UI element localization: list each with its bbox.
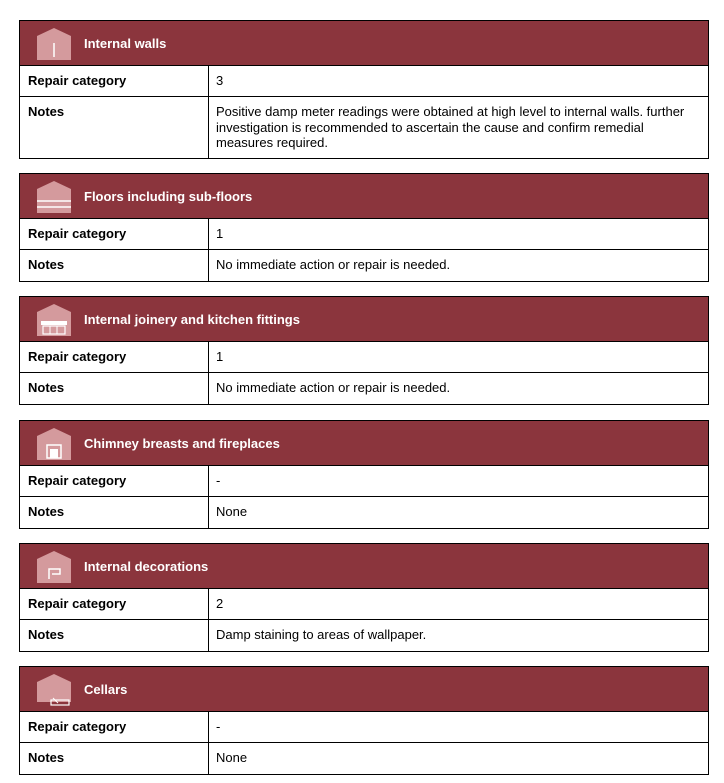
table-row (20, 620, 708, 651)
table-row (20, 219, 708, 250)
table-row (20, 743, 708, 774)
row-label: Notes (20, 373, 209, 404)
house-wall-icon (37, 26, 71, 60)
row-value: None (216, 750, 248, 765)
section-header (20, 174, 708, 219)
section-header (20, 297, 708, 342)
table-row (20, 497, 708, 528)
section-title: Internal walls (84, 35, 167, 51)
row-value: Damp staining to areas of wallpaper. (216, 627, 427, 642)
section-cellars (19, 666, 709, 775)
section-header (20, 544, 708, 589)
house-kitchen-icon (37, 302, 71, 336)
section-header (20, 421, 708, 466)
section-header (20, 667, 708, 712)
house-cellar-icon (37, 672, 71, 706)
row-value: 3 (216, 73, 224, 88)
table-row (20, 250, 708, 281)
row-value: 1 (216, 349, 224, 364)
section-title: Internal joinery and kitchen fittings (84, 311, 300, 327)
section-title: Chimney breasts and fireplaces (84, 435, 280, 451)
section-decorations (19, 543, 709, 652)
row-value: - (216, 473, 221, 488)
row-label: Notes (20, 250, 209, 281)
section-title: Internal decorations (84, 558, 209, 574)
row-label: Repair category (20, 712, 209, 742)
table-row (20, 97, 708, 158)
table-row (20, 342, 708, 373)
section-chimney (19, 420, 709, 529)
section-floors (19, 173, 709, 282)
row-value: None (216, 504, 248, 519)
section-joinery (19, 296, 709, 405)
table-row (20, 466, 708, 497)
row-label: Notes (20, 497, 209, 528)
row-value: No immediate action or repair is needed. (216, 380, 451, 395)
row-value: 2 (216, 596, 224, 611)
section-title: Floors including sub-floors (84, 188, 253, 204)
section-title: Cellars (84, 681, 128, 697)
house-decoration-icon (37, 549, 71, 583)
row-label: Repair category (20, 219, 209, 249)
table-row (20, 712, 708, 743)
row-label: Notes (20, 743, 209, 774)
row-value: No immediate action or repair is needed. (216, 257, 451, 272)
row-label: Notes (20, 97, 209, 158)
row-label: Repair category (20, 466, 209, 496)
row-value: - (216, 719, 221, 734)
table-row (20, 589, 708, 620)
section-header (20, 21, 708, 66)
row-label: Notes (20, 620, 209, 651)
table-row (20, 373, 708, 404)
row-value: 1 (216, 226, 224, 241)
section-internal-walls (19, 20, 709, 159)
house-floor-icon (37, 179, 71, 213)
house-fireplace-icon (37, 426, 71, 460)
row-label: Repair category (20, 589, 209, 619)
row-value: Positive damp meter readings were obtained at high level to internal walls. further investigation is recommended to ascertain the cause and confirm remedial measures required. (216, 104, 685, 150)
table-row (20, 66, 708, 97)
row-label: Repair category (20, 342, 209, 372)
row-label: Repair category (20, 66, 209, 96)
